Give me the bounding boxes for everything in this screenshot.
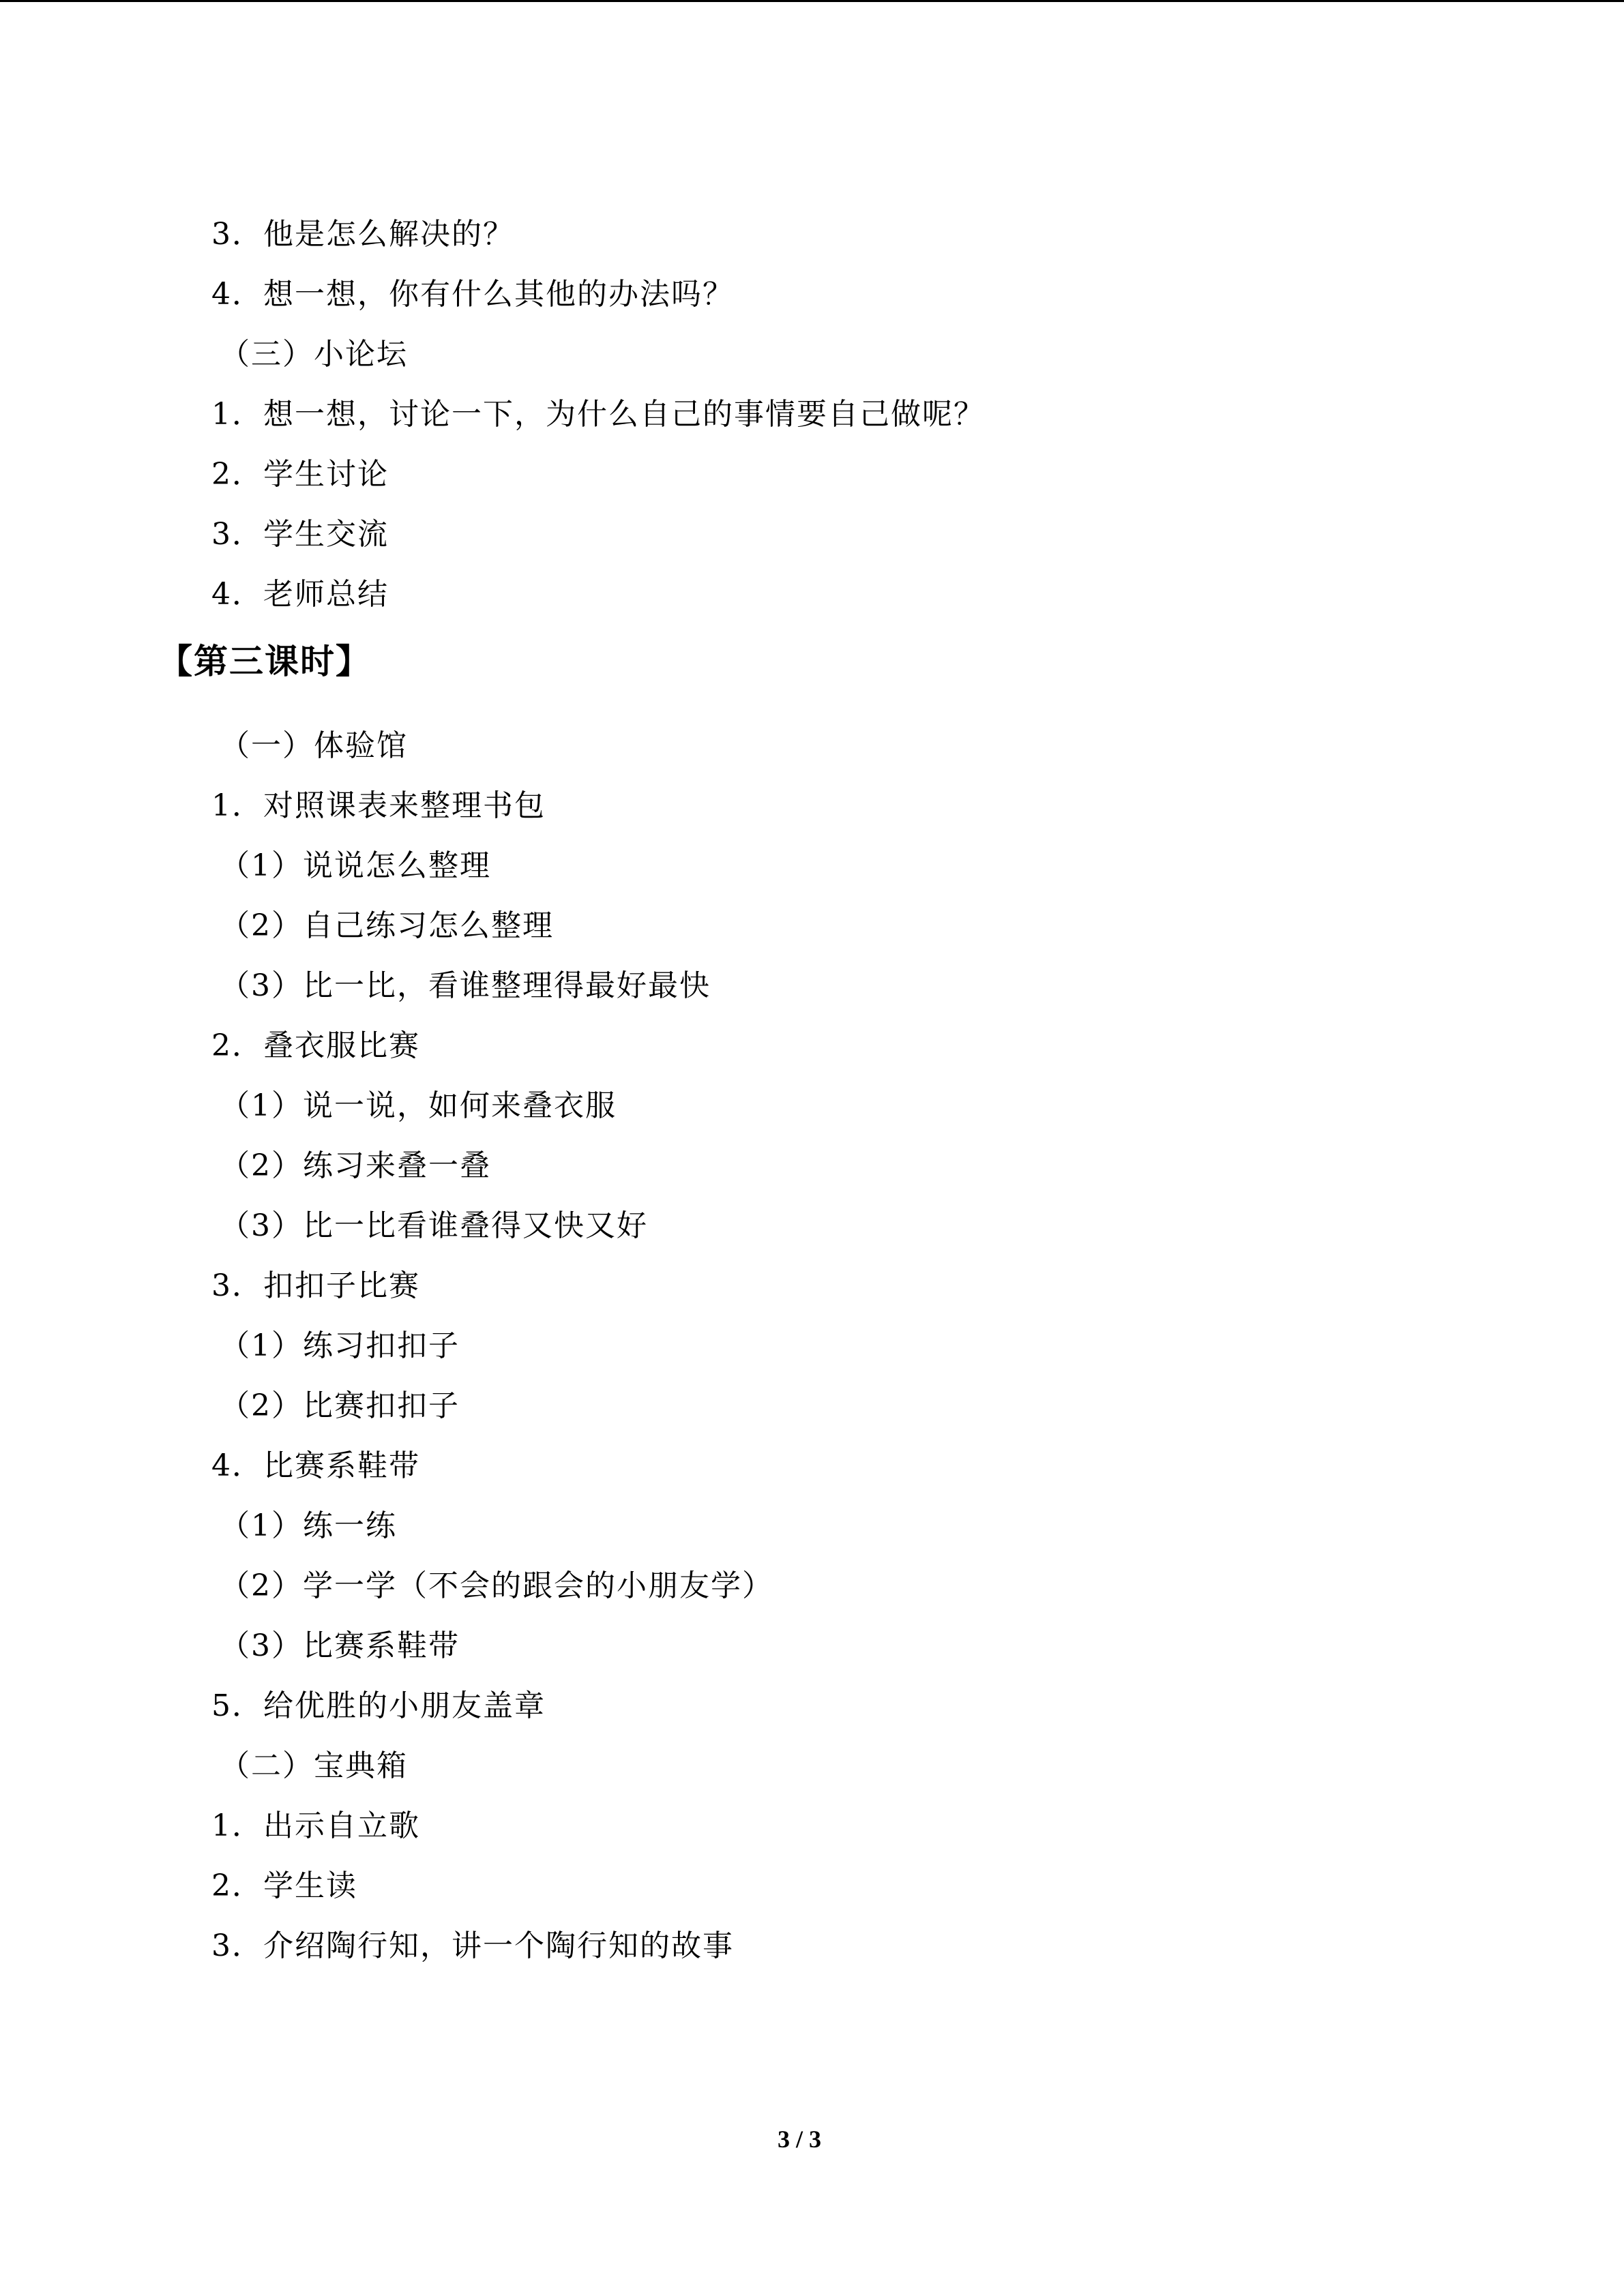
- text-line: （2）比赛扣扣子: [220, 1388, 460, 1423]
- text-line: （2）自己练习怎么整理: [220, 908, 554, 943]
- text-line: （3）比赛系鞋带: [220, 1628, 460, 1663]
- text-line: 4．想一想，你有什么其他的办法吗？: [211, 277, 734, 312]
- section-heading: （一）体验馆: [220, 728, 408, 763]
- text-line: 4．比赛系鞋带: [211, 1448, 420, 1483]
- text-line: 3．他是怎么解决的？: [211, 217, 514, 252]
- text-line: 1．出示自立歌: [211, 1808, 420, 1843]
- lesson-heading: 【第三课时】: [158, 642, 371, 681]
- top-border-rule: [0, 0, 1624, 2]
- text-line: （2）学一学（不会的跟会的小朋友学）: [220, 1568, 773, 1603]
- section-heading: （三）小论坛: [220, 337, 408, 372]
- text-line: 2．学生讨论: [211, 457, 389, 492]
- text-line: （3）比一比看谁叠得又快又好: [220, 1208, 648, 1243]
- text-line: 1．对照课表来整理书包: [211, 788, 546, 823]
- text-line: （1）练习扣扣子: [220, 1328, 460, 1363]
- text-line: 1．想一想，讨论一下，为什么自己的事情要自己做呢？: [211, 397, 985, 432]
- section-heading: （二）宝典箱: [220, 1748, 408, 1783]
- text-line: 5．给优胜的小朋友盖章: [211, 1688, 546, 1723]
- text-line: （2）练习来叠一叠: [220, 1148, 491, 1183]
- text-line: 2．叠衣服比赛: [211, 1028, 420, 1063]
- text-line: 3．扣扣子比赛: [211, 1268, 420, 1303]
- text-line: （1）说说怎么整理: [220, 848, 491, 883]
- text-line: 2．学生读: [211, 1868, 357, 1903]
- text-line: 3．学生交流: [211, 517, 389, 552]
- text-line: （3）比一比，看谁整理得最好最快: [220, 968, 711, 1003]
- text-line: 4．老师总结: [211, 577, 389, 612]
- text-line: 3．介绍陶行知，讲一个陶行知的故事: [211, 1928, 734, 1963]
- text-line: （1）练一练: [220, 1508, 397, 1543]
- text-line: （1）说一说，如何来叠衣服: [220, 1088, 617, 1123]
- page-number: 3 / 3: [778, 2126, 822, 2153]
